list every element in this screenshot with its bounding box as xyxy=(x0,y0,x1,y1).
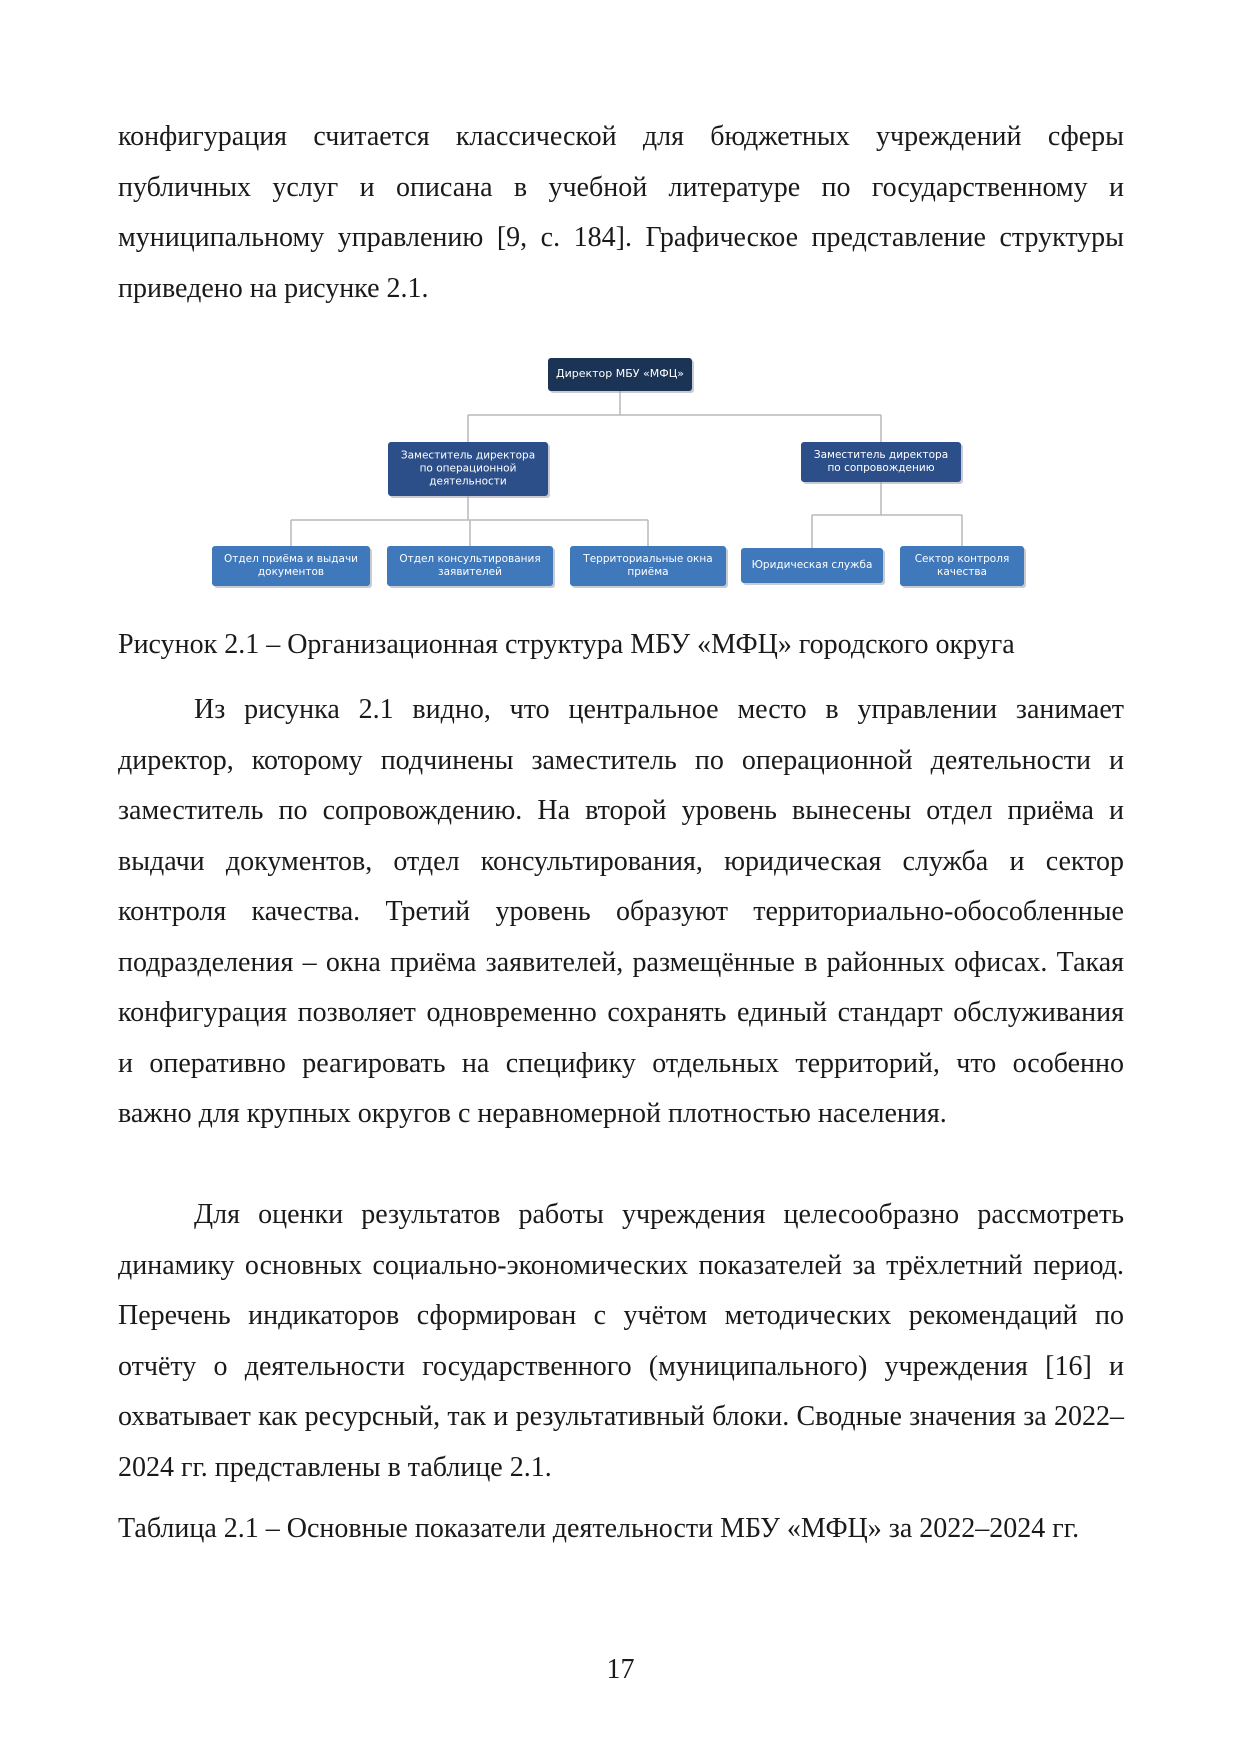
org-node-label: по операционной xyxy=(419,462,517,475)
org-node-label: заявителей xyxy=(438,565,502,578)
org-node-label: Заместитель директора xyxy=(400,449,536,462)
org-node-deputy-support xyxy=(801,442,963,484)
org-node-label: качества xyxy=(937,565,987,578)
org-node-label: приёма xyxy=(627,565,669,578)
org-node-dept-reception xyxy=(212,546,372,588)
org-node-dept-legal xyxy=(741,548,885,585)
org-node-label: Сектор контроля xyxy=(914,552,1010,565)
org-node-dept-windows xyxy=(570,546,728,588)
org-node-label: по сопровождению xyxy=(827,461,935,474)
org-node-deputy-operations xyxy=(388,442,550,498)
org-node-label: Отдел консультирования xyxy=(399,552,541,565)
org-node-label: деятельности xyxy=(429,475,507,488)
org-node-label: Отдел приёма и выдачи xyxy=(223,552,359,565)
body-paragraph-analysis: Из рисунка 2.1 видно, что центральное место в управлении занимает директор, которому подчинены заместитель по операционной деятельности и заместитель по сопровождению. На второй уровень вынесены отдел приёма и выдачи документов, отдел консультирования, юридическая служба и сектор контроля качества. Третий уровень образуют территориально-обособленные подразделения – окна приёма заявителей, размещённые в районных офисах. Такая конфигурация позволяет одновременно сохранять единый стандарт обслуживания и оперативно реагировать на специфику отдельных территорий, что особенно важно для крупных округов с неравномерной плотностью населения. xyxy=(118,694,1124,1129)
org-node-director xyxy=(548,358,694,393)
body-paragraph-indicators: Для оценки результатов работы учреждения целесообразно рассмотреть динамику основных социально-экономических показателей за трёхлетний период. Перечень индикаторов сформирован с учётом методических рекомендаций по отчёту о деятельности государственного (муниципального) учреждения [16] и охватывает как ресурсный, так и результативный блоки. Сводные значения за 2022–2024 гг. представлены в таблице 2.1. xyxy=(118,1199,1124,1483)
org-node-label: Директор МБУ «МФЦ» xyxy=(556,367,684,381)
org-node-dept-consulting xyxy=(387,546,555,588)
org-node-label: Юридическая служба xyxy=(751,558,873,571)
org-node-dept-quality xyxy=(900,546,1026,588)
page-number: 17 xyxy=(606,1654,635,1685)
body-paragraph-intro: конфигурация считается классической для бюджетных учреждений сферы публичных услуг и описана в учебной литературе по государственному и муниципальному управлению [9, с. 184]. Графическое представление структуры приведено на рисунке 2.1. xyxy=(118,121,1124,304)
org-node-label: документов xyxy=(257,565,325,578)
org-chart-diagram xyxy=(0,0,1241,600)
figure-caption: Рисунок 2.1 – Организационная структура МБУ «МФЦ» городского округа xyxy=(118,629,1015,660)
org-chart-nodes xyxy=(212,358,1026,588)
org-node-label: Заместитель директора xyxy=(813,448,949,461)
table-caption: Таблица 2.1 – Основные показатели деятельности МБУ «МФЦ» за 2022–2024 гг. xyxy=(118,1513,1080,1544)
org-node-label: Территориальные окна xyxy=(583,552,713,565)
